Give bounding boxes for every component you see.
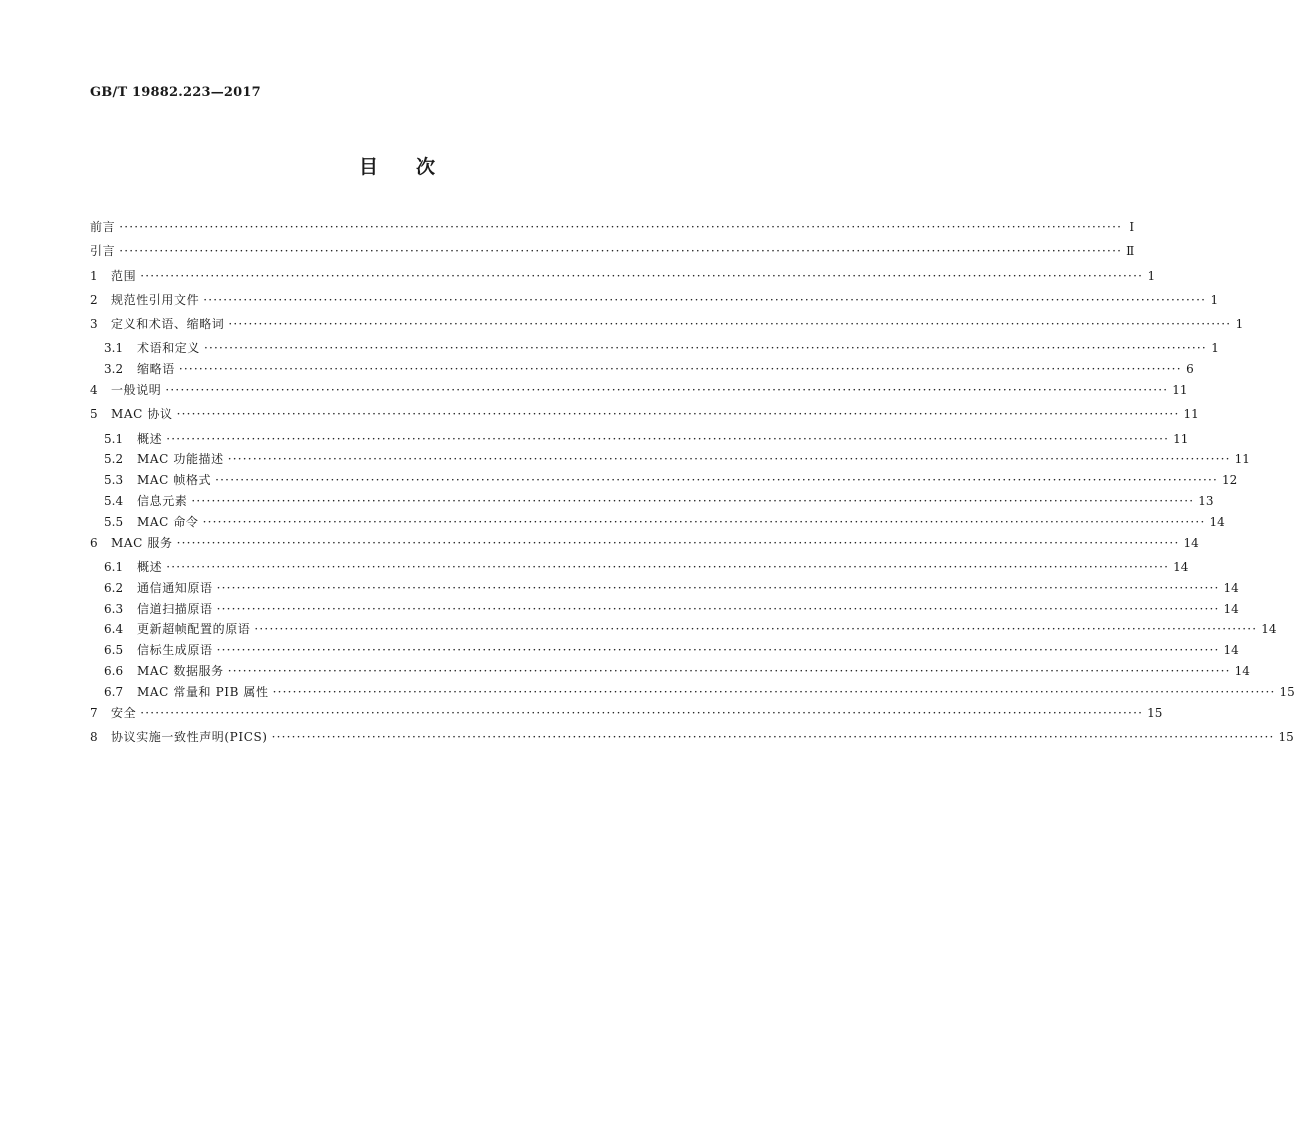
toc-entry-number: 6.7 (104, 684, 124, 699)
toc-entry-label: 引言 (90, 244, 116, 259)
toc-entry-number: 8 (90, 729, 98, 744)
toc-entry-page: 15 (1279, 684, 1295, 699)
toc-entry-label: 一般说明 (111, 383, 162, 398)
toc-entry[interactable] (90, 579, 1239, 600)
toc-entry-number: 4 (90, 383, 98, 398)
toc-entry-label: 协议实施一致性声明(PICS) (111, 729, 268, 744)
toc-entry-page: 6 (1186, 362, 1194, 377)
toc-entry[interactable] (90, 218, 1135, 242)
toc-entry-number: 3.2 (104, 362, 124, 377)
toc-entry[interactable] (90, 728, 1294, 752)
toc-leader-dots: ········································································································································································································ (165, 383, 1169, 398)
toc-entry[interactable] (90, 430, 1189, 451)
toc-leader-dots: ········································································································································································································ (176, 407, 1180, 422)
toc-leader-dots: ········································································································································································································ (227, 663, 1231, 678)
toc-leader-dots: ········································································································································································································ (216, 580, 1220, 595)
table-of-contents (90, 218, 1295, 752)
toc-leader-dots: ········································································································································································································ (271, 729, 1275, 744)
toc-entry[interactable] (90, 360, 1194, 381)
toc-entry-label: MAC 协议 (111, 407, 173, 422)
toc-entry-number: 3 (90, 317, 98, 332)
toc-leader-dots: ········································································································································································································ (166, 559, 1170, 574)
toc-entry-number: 7 (90, 705, 98, 720)
toc-leader-dots: ········································································································································································································ (119, 244, 1123, 259)
toc-leader-dots: ········································································································································································································ (216, 601, 1220, 616)
toc-entry[interactable] (90, 405, 1199, 429)
toc-leader-dots: ········································································································································································································ (176, 535, 1180, 550)
toc-entry-label: 范围 (111, 268, 137, 283)
toc-entry-label: MAC 帧格式 (137, 473, 212, 488)
toc-entry[interactable] (90, 534, 1199, 558)
toc-leader-dots: ········································································································································································································ (140, 705, 1144, 720)
toc-entry-label: MAC 命令 (137, 514, 199, 529)
toc-entry-label: 前言 (90, 220, 116, 234)
toc-leader-dots: ········································································································································································································ (203, 292, 1207, 307)
toc-entry-number: 5 (90, 407, 98, 422)
toc-entry-number: 5.2 (104, 452, 124, 467)
toc-entry-page: 14 (1223, 601, 1239, 616)
toc-entry-number: 6.5 (104, 643, 124, 658)
toc-entry[interactable] (90, 662, 1250, 683)
toc-entry-page: 1 (1210, 292, 1219, 307)
toc-leader-dots: ········································································································································································································ (166, 431, 1170, 446)
toc-entry-number: 6.4 (104, 622, 124, 637)
toc-entry[interactable] (90, 315, 1244, 339)
toc-entry-label: 安全 (111, 705, 137, 720)
toc-leader-dots: ········································································································································································································ (272, 684, 1276, 699)
toc-entry-page: 1 (1147, 268, 1156, 283)
toc-entry-page: 15 (1147, 705, 1163, 720)
toc-entry-number: 5.4 (104, 494, 124, 509)
standard-code-header: GB/T 19882.223—2017 (90, 85, 261, 100)
toc-entry-page: 11 (1183, 407, 1199, 422)
toc-entry-number: 5.1 (104, 431, 124, 446)
toc-leader-dots: ········································································································································································································ (202, 514, 1206, 529)
toc-entry-label: 规范性引用文件 (111, 292, 200, 307)
toc-entry[interactable] (90, 492, 1214, 513)
toc-entry-number: 3.1 (104, 341, 124, 356)
toc-entry-page: 14 (1173, 559, 1189, 574)
toc-entry-label: MAC 数据服务 (137, 663, 224, 678)
toc-entry-number: 6 (90, 535, 98, 550)
toc-entry[interactable] (90, 620, 1277, 641)
toc-entry-label: 概述 (137, 431, 163, 446)
toc-entry-label: 信息元素 (137, 494, 188, 509)
toc-entry-label: 缩略语 (137, 362, 175, 377)
page-title: 目次 (358, 156, 473, 178)
toc-leader-dots: ········································································································································································································ (216, 643, 1220, 658)
toc-entry[interactable] (90, 471, 1238, 492)
toc-entry-label: MAC 功能描述 (137, 452, 224, 467)
toc-leader-dots: ········································································································································································································ (119, 220, 1123, 234)
toc-entry-number: 6.2 (104, 580, 124, 595)
toc-entry-page: 14 (1183, 535, 1199, 550)
toc-entry-page: 14 (1223, 643, 1239, 658)
toc-entry[interactable] (90, 558, 1189, 579)
toc-entry-page: 1 (1235, 317, 1244, 332)
toc-entry[interactable] (90, 242, 1135, 266)
toc-entry[interactable] (90, 339, 1219, 360)
toc-entry-page: 13 (1198, 494, 1214, 509)
toc-entry-label: 定义和术语、缩略词 (111, 317, 225, 332)
toc-entry-page: Ⅱ (1126, 244, 1135, 259)
toc-entry-page: 15 (1278, 729, 1294, 744)
toc-leader-dots: ········································································································································································································ (204, 341, 1207, 356)
toc-entry[interactable] (90, 704, 1163, 728)
toc-entry[interactable] (90, 381, 1188, 405)
toc-entry-page: 14 (1209, 514, 1225, 529)
toc-entry-page: 14 (1261, 622, 1277, 637)
toc-entry-number: 5.5 (104, 514, 124, 529)
toc-entry-page: 12 (1222, 473, 1238, 488)
toc-entry-page: 11 (1172, 383, 1188, 398)
toc-entry-number: 1 (90, 268, 98, 283)
toc-leader-dots: ········································································································································································································ (215, 473, 1219, 488)
toc-leader-dots: ········································································································································································································ (140, 268, 1144, 283)
toc-entry[interactable] (90, 267, 1156, 291)
toc-entry-page: Ⅰ (1129, 220, 1135, 234)
toc-entry-label: MAC 常量和 PIB 属性 (137, 684, 269, 699)
toc-entry-number: 5.3 (104, 473, 124, 488)
toc-entry-number: 6.6 (104, 663, 124, 678)
toc-entry[interactable] (90, 683, 1295, 704)
toc-entry[interactable] (90, 641, 1239, 662)
toc-entry-label: 术语和定义 (137, 341, 201, 356)
toc-entry-page: 14 (1223, 580, 1239, 595)
toc-entry-label: MAC 服务 (111, 535, 173, 550)
toc-entry-number: 6.1 (104, 559, 124, 574)
toc-entry-page: 11 (1234, 452, 1250, 467)
toc-entry-label: 通信通知原语 (137, 580, 213, 595)
toc-entry[interactable] (90, 513, 1225, 534)
toc-entry-page: 1 (1211, 341, 1219, 356)
toc-entry-page: 11 (1173, 431, 1189, 446)
toc-entry-number: 2 (90, 292, 98, 307)
toc-entry-label: 信标生成原语 (137, 643, 213, 658)
toc-entry-label: 信道扫描原语 (137, 601, 213, 616)
toc-entry-label: 概述 (137, 559, 163, 574)
toc-leader-dots: ········································································································································································································ (254, 622, 1258, 637)
toc-leader-dots: ········································································································································································································ (228, 317, 1232, 332)
toc-leader-dots: ········································································································································································································ (178, 362, 1182, 377)
toc-leader-dots: ········································································································································································································ (227, 452, 1231, 467)
toc-entry[interactable] (90, 600, 1239, 621)
toc-entry-number: 6.3 (104, 601, 124, 616)
toc-entry[interactable] (90, 291, 1219, 315)
toc-entry-label: 更新超帧配置的原语 (137, 622, 251, 637)
toc-entry[interactable] (90, 450, 1250, 471)
toc-entry-page: 14 (1234, 663, 1250, 678)
toc-leader-dots: ········································································································································································································ (191, 494, 1195, 509)
